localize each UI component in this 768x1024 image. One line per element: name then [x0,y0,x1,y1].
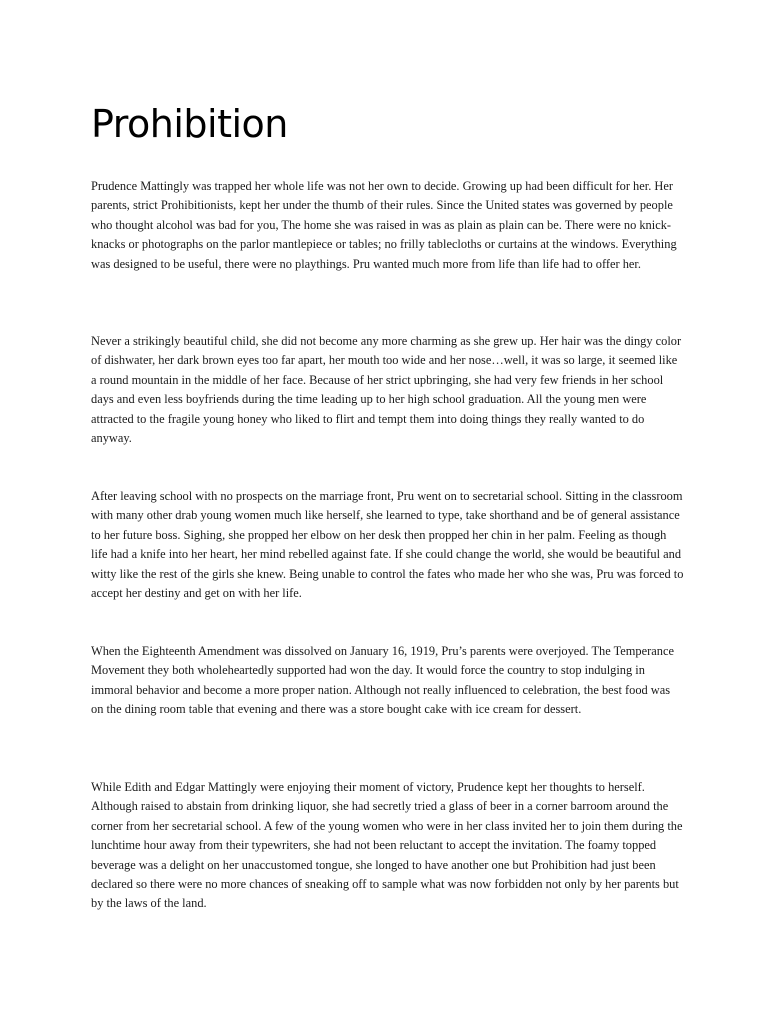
paragraph-1: Prudence Mattingly was trapped her whole life was not her own to decide. Growing up had been difficult for her. Her parents, strict Prohibitionists, kept her under the thumb of their rules. Since the United states was governed by people who thought alcohol was bad for you, The home she was raised in was as plain as plain can be. There were no knick-knacks or photographs on the parlor mantlepiece or tables; no frilly tablecloths or curtains at the windows. Everything was designed to be useful, there were no playthings. Pru wanted much more from life than life had to offer her. [91,179,677,271]
document-title: Prohibition [91,102,288,146]
paragraph-4: When the Eighteenth Amendment was dissolved on January 16, 1919, Pru’s parents were overjoyed. The Temperance Movement they both wholeheartedly supported had won the day. It would force the country to stop indulging in immoral behavior and become a more proper nation. Although not really influenced to celebration, the best food was on the dining room table that evening and there was a store bought cake with ice cream for dessert. [91,644,674,717]
paragraph-2: Never a strikingly beautiful child, she did not become any more charming as she grew up. Her hair was the dingy color of dishwater, her dark brown eyes too far apart, her mouth too wide and her nose…well, it was so large, it seemed like a round mountain in the middle of her face. Because of her strict upbringing, she had very few friends in her school days and even less boyfriends during the time leading up to her high school graduation. All the young men were attracted to the fragile young honey who liked to flirt and tempt them into doing things they really wanted to do anyway. [91,334,682,446]
paragraph-3: After leaving school with no prospects on the marriage front, Pru went on to secretarial school. Sitting in the classroom with many other drab young women much like herself, she learned to type, take shorthand and be of general assistance to her future boss. Sighing, she propped her elbow on her desk then propped her chin in her palm. Feeling as though life had a knife into her heart, her mind rebelled against fate. If she could change the world, she would be beautiful and witty like the rest of the girls she knew. Being unable to control the fates who made her who she was, Pru was forced to accept her destiny and get on with her life. [91,489,684,601]
paragraph-5: While Edith and Edgar Mattingly were enjoying their moment of victory, Prudence kept her thoughts to herself. Although raised to abstain from drinking liquor, she had secretly tried a glass of beer in a corner barroom around the corner from her secretarial school. A few of the young women who were in her class invited her to join them during the lunchtime hour away from their typewriters, she had not been reluctant to accept the invitation. The foamy topped beverage was a delight on her unaccustomed tongue, she longed to have another one but Prohibition had just been declared so there were no more chances of sneaking off to sample what was now forbidden not only by her parents but by the laws of the land. [91,780,683,911]
